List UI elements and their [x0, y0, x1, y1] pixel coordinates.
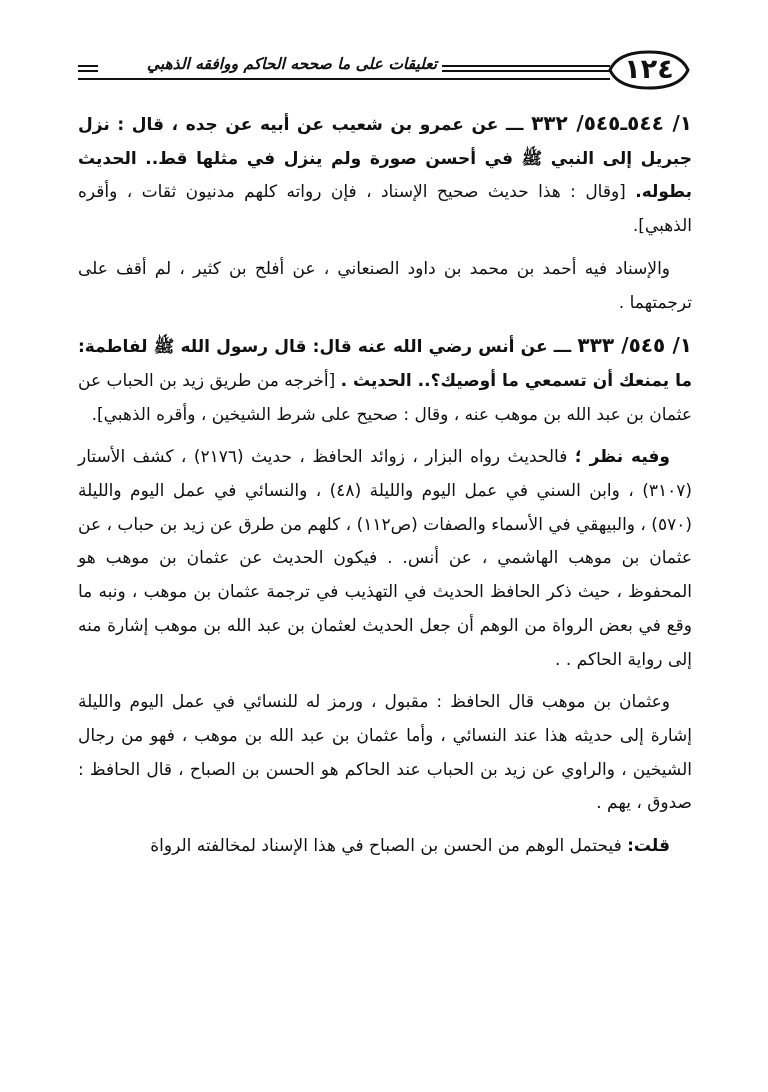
commentary-text: وعثمان بن موهب قال الحافظ : مقبول ، ورمز له للنسائي في عمل اليوم والليلة إشارة إلى حديثه هذا عند النسائي ، وأما عثمان بن عبد الله بن موهب ، فهو من رجال الشيخين ، والراوي عن زيد بن الحباب عند الحاكم هو الحسن بن الصباح ، قال الحافظ : صدوق ، يهم .: [78, 692, 692, 814]
commentary-paragraph: [78, 686, 692, 821]
body-text: [78, 107, 692, 873]
hadith-matn: ـــ عن عمرو بن شعيب عن أبيه عن جده ، قال : نزل جبريل إلى النبي ﷺ في أحسن صورة ولم ينزل في مثلها قط.. الحديث بطوله.: [78, 115, 692, 203]
commentary-paragraph: [78, 830, 692, 864]
commentary-lead: قلت:: [627, 836, 670, 857]
hadith-note: [وقال : هذا حديث صحيح الإسناد ، فإن رواته كلهم مدنيون ثقات ، وأقره الذهبي].: [78, 182, 692, 237]
commentary-paragraph: [78, 253, 692, 320]
commentary-text: والإسناد فيه أحمد بن محمد بن داود الصنعاني ، عن أفلح بن كثير ، لم أقف على ترجمتهما .: [78, 258, 692, 313]
running-header-title: تعليقات على ما صححه الحاكم ووافقه الذهبي: [146, 55, 438, 73]
running-header: [78, 48, 692, 94]
hadith-reference: ١/ ٥٤٥/ ٣٣٣: [577, 333, 692, 358]
hadith-matn: ـــ عن أنس رضي الله عنه قال: قال رسول الله ﷺ لفاطمة: ما يمنعك أن تسمعي ما أوصيك؟.. الحديث .: [78, 337, 692, 391]
header-rule-left: [78, 65, 98, 73]
commentary-paragraph: [78, 441, 692, 677]
commentary-text: فالحديث رواه البزار ، زوائد الحافظ ، حديث (٢١٧٦) ، كشف الأستار (٣١٠٧) ، وابن السني في عمل اليوم والليلة (٤٨) ، والنسائي في عمل اليوم والليلة (٥٧٠) ، والبيهقي في الأسماء والصفات (ص١١٢) ، كلهم من طرق عن زيد بن حباب ، عن عثمان بن موهب الهاشمي ، عن أنس. . فيكون الحديث عن عثمان بن موهب هو المحفوظ ، حيث ذكر الحافظ الحديث في التهذيب في ترجمة عثمان بن موهب ، ونبه ما وقع في بعض الرواة من الوهم أن جعل الحديث لعثمان بن عبد الله بن موهب إشارة منه إلى رواية الحاكم . .: [78, 447, 692, 670]
commentary-text: فيحتمل الوهم من الحسن بن الصباح في هذا الإسناد لمخالفته الرواة: [150, 836, 628, 857]
commentary-lead: وفيه نظر ؛: [574, 447, 670, 468]
page-number: ١٢٤: [624, 54, 674, 85]
header-rule-underline: [78, 78, 610, 80]
header-rule-right: [442, 65, 610, 73]
hadith-note: [أخرجه من طريق زيد بن الحباب عن عثمان بن عبد الله بن موهب عنه ، وقال : صحيح على شرط الشيخين ، وأقره الذهبي].: [78, 370, 692, 425]
hadith-entry-333: [78, 329, 692, 432]
hadith-reference: ١/ ٥٤٤ـ٥٤٥/ ٣٣٢: [531, 111, 692, 135]
hadith-entry-332: [78, 107, 692, 244]
